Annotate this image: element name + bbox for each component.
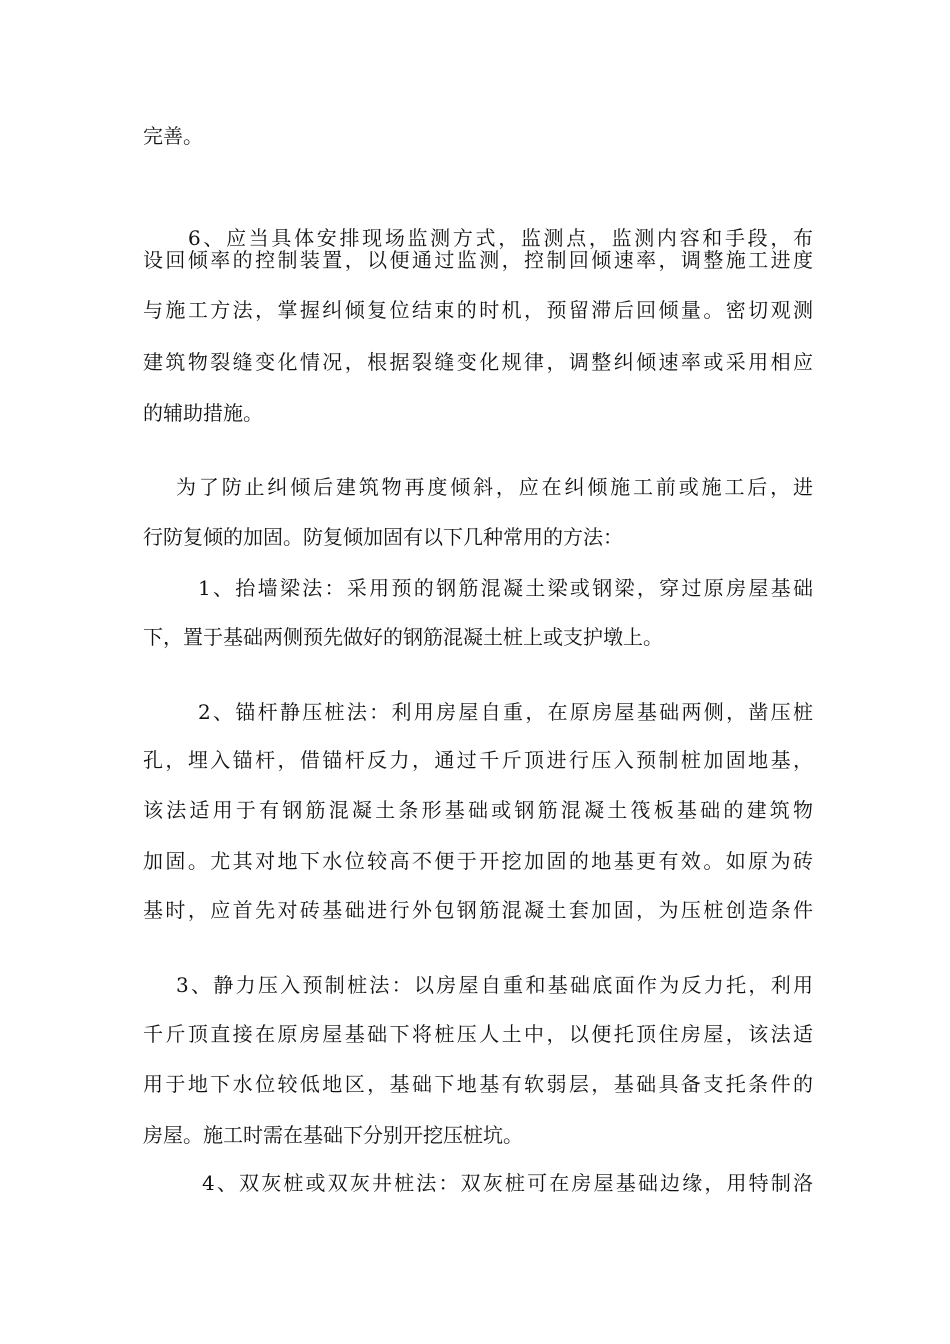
text-line: 基时，应首先对砖基础进行外包钢筋混凝土套加固，为压桩创造条件 (143, 898, 813, 922)
text-line: 加固。尤其对地下水位较高不便于开挖加固的地基更有效。如原为砖 (143, 849, 813, 873)
text-line: 的辅助措施。 (143, 401, 263, 425)
text-line: 下，置于基础两侧预先做好的钢筋混凝土桩上或支护墩上。 (143, 625, 663, 649)
text-line: 1、抬墙梁法：采用预的钢筋混凝土梁或钢梁，穿过原房屋基础 (198, 576, 813, 600)
text-line: 千斤顶直接在原房屋基础下将桩压人土中，以便托顶住房屋，该法适 (143, 1022, 813, 1046)
text-line: 完善。 (143, 124, 203, 148)
text-line: 用于地下水位较低地区，基础下地基有软弱层，基础具备支托条件的 (143, 1072, 813, 1096)
text-line: 房屋。施工时需在基础下分别开挖压桩坑。 (143, 1123, 523, 1147)
text-line: 与施工方法，掌握纠倾复位结束的时机，预留滞后回倾量。密切观测 (143, 298, 813, 322)
text-line: 6、应当具体安排现场监测方式，监测点，监测内容和手段，布 (188, 226, 813, 250)
text-line: 4、双灰桩或双灰井桩法：双灰桩可在房屋基础边缘，用特制洛 (202, 1171, 813, 1195)
text-line: 为了防止纠倾后建筑物再度倾斜，应在纠倾施工前或施工后，进 (176, 475, 813, 499)
text-line: 建筑物裂缝变化情况，根据裂缝变化规律，调整纠倾速率或采用相应 (143, 350, 813, 374)
text-line: 3、静力压入预制桩法：以房屋自重和基础底面作为反力托，利用 (176, 973, 813, 997)
text-line: 孔，埋入锚杆，借锚杆反力，通过千斤顶进行压入预制桩加固地基， (143, 748, 813, 772)
text-line: 2、锚杆静压桩法：利用房屋自重，在原房屋基础两侧，凿压桩 (198, 700, 813, 724)
text-line: 设回倾率的控制装置，以便通过监测，控制回倾速率，调整施工进度 (143, 248, 813, 272)
text-line: 该法适用于有钢筋混凝土条形基础或钢筋混凝土筏板基础的建筑物 (143, 798, 813, 822)
text-line: 行防复倾的加固。防复倾加固有以下几种常用的方法： (143, 525, 623, 549)
